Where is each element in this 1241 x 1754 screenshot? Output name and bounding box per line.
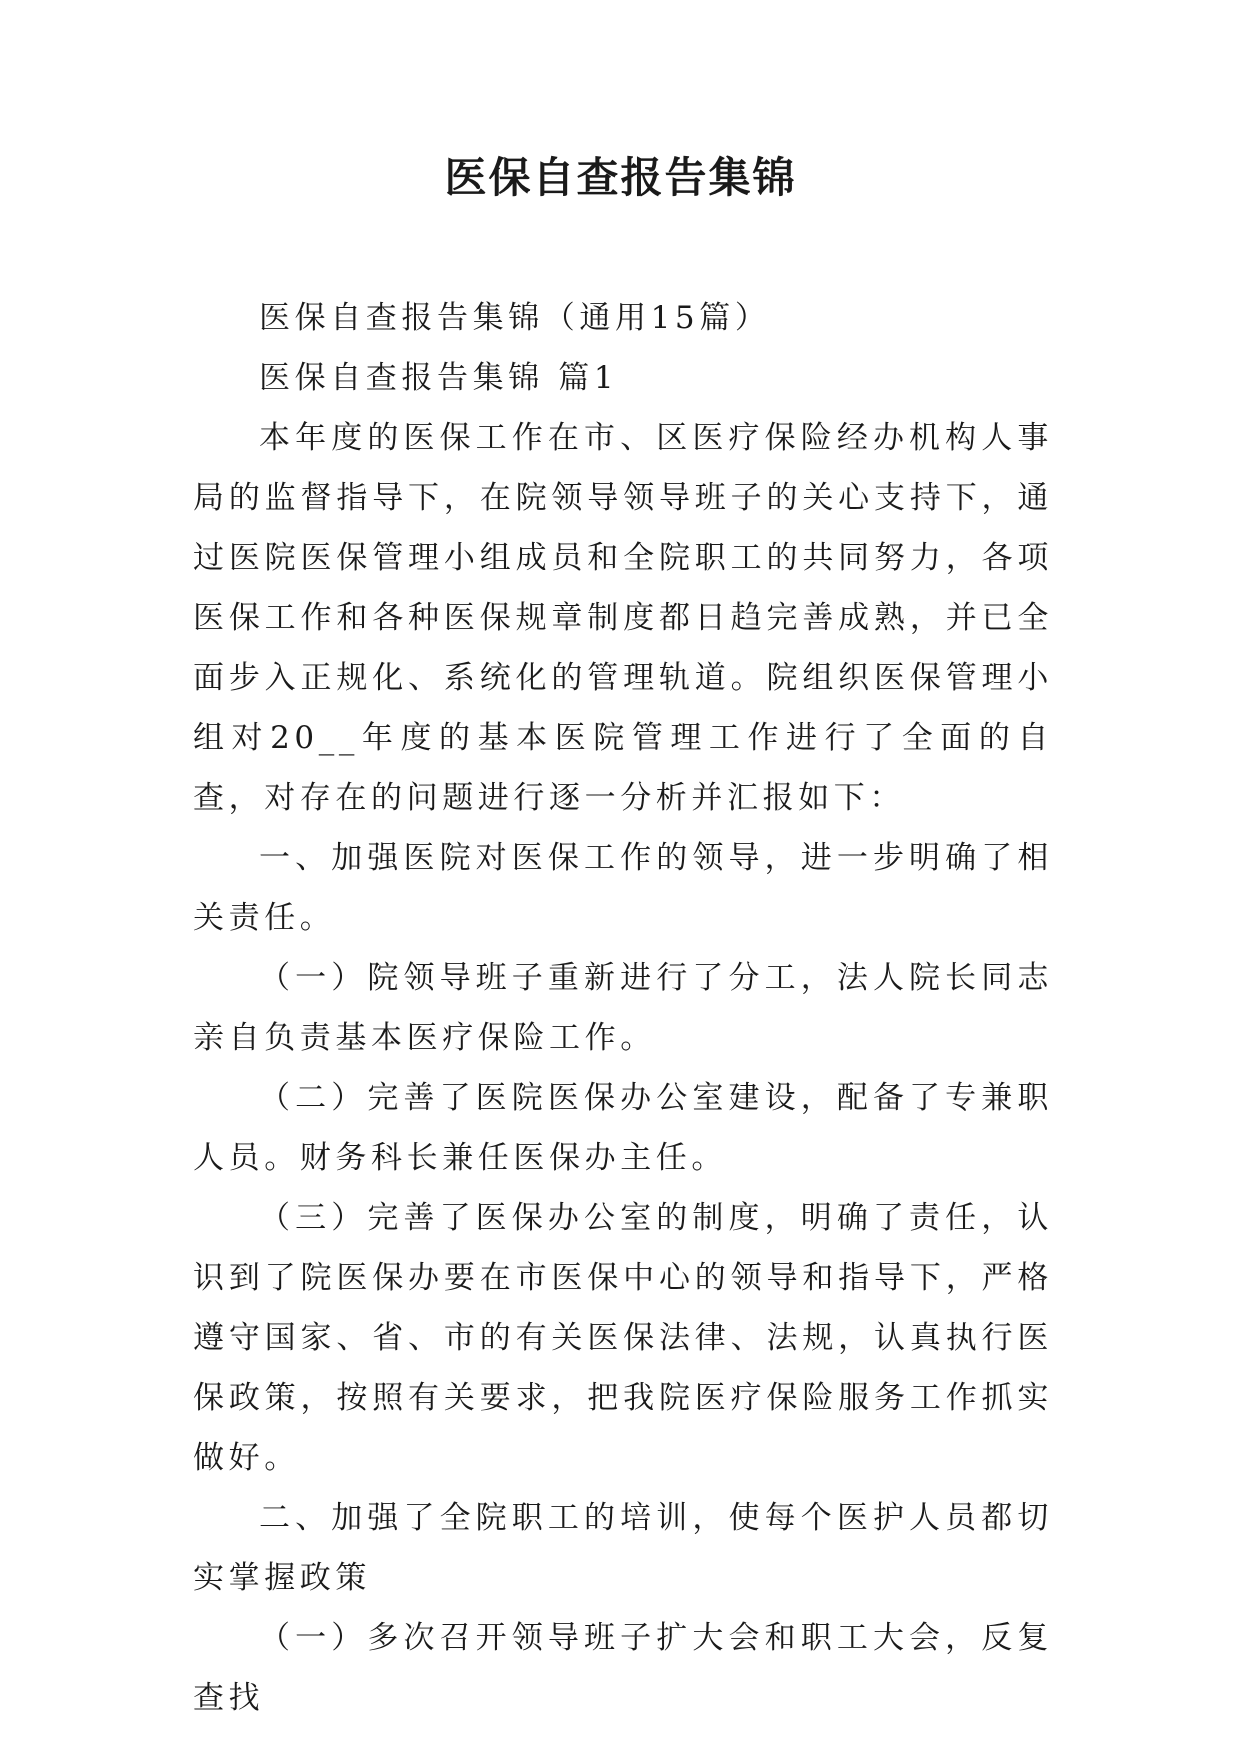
section-heading: 医保自查报告集锦 篇1 <box>259 360 619 396</box>
subtitle-paragraph: 医保自查报告集锦（通用15篇） <box>259 300 771 336</box>
intro-paragraph: 本年度的医保工作在市、区医疗保险经办机构人事局的监督指导下，在院领导领导班子的关心支持下，通过医院医保管理小组成员和全院职工的共同努力，各项医保工作和各种医保规章制度都日趋完善成熟，并已全面步入正规化、系统化的管理轨道。院组织医保管理小组对20__年度的基本医院管理工作进行了全面的自查，对存在的问题进行逐一分析并汇报如下： <box>193 420 1053 816</box>
document-body <box>193 288 1053 1728</box>
item-two-one: （一）多次召开领导班子扩大会和职工大会，反复查找 <box>193 1620 1053 1716</box>
heading-one: 一、加强医院对医保工作的领导，进一步明确了相关责任。 <box>193 840 1053 936</box>
item-one-one: （一）院领导班子重新进行了分工，法人院长同志亲自负责基本医疗保险工作。 <box>193 960 1053 1056</box>
heading-two: 二、加强了全院职工的培训，使每个医护人员都切实掌握政策 <box>193 1500 1053 1596</box>
document-title: 医保自查报告集锦 <box>444 153 797 202</box>
item-one-two: （二）完善了医院医保办公室建设，配备了专兼职人员。财务科长兼任医保办主任。 <box>193 1080 1053 1176</box>
item-one-three: （三）完善了医保办公室的制度，明确了责任，认识到了院医保办要在市医保中心的领导和指导下，严格遵守国家、省、市的有关医保法律、法规，认真执行医保政策，按照有关要求，把我院医疗保险服务工作抓实做好。 <box>193 1200 1053 1476</box>
